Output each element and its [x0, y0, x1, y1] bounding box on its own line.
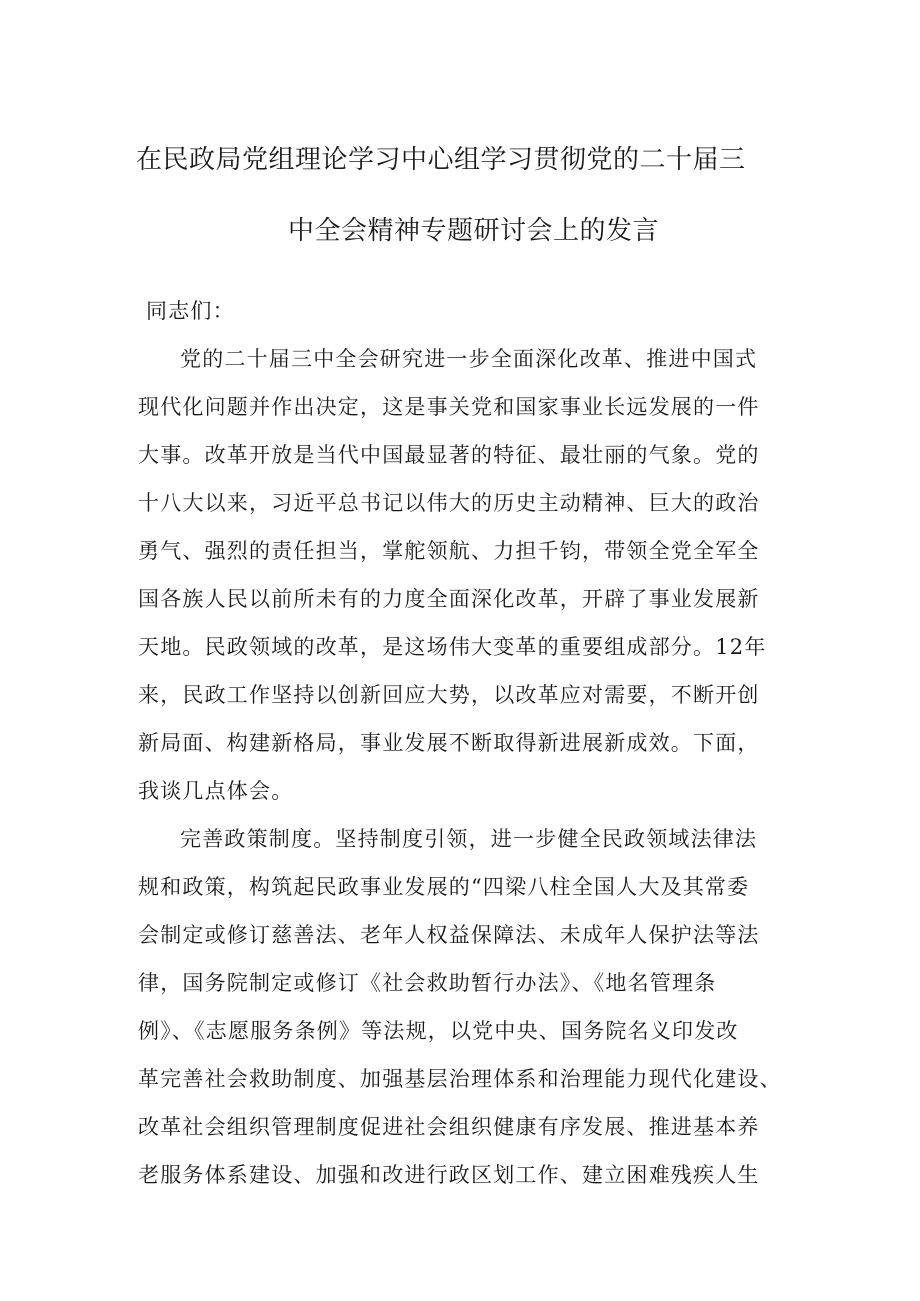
paragraph-line: 革完善社会救助制度、加强基层治理体系和治理能力现代化建设、 [138, 1067, 782, 1091]
paragraph-line: 我谈几点体会。 [138, 779, 294, 803]
document-title-line-1: 在民政局党组理论学习中心组学习贯彻党的二十届三 [136, 145, 746, 175]
paragraph-line: 律，国务院制定或修订《社会救助暂行办法》、《地名管理条 [138, 971, 717, 995]
paragraph-line: 完善政策制度。坚持制度引领，进一步健全民政领域法律法 [180, 827, 758, 851]
paragraph-line: 会制定或修订慈善法、老年人权益保障法、未成年人保护法等法 [138, 923, 760, 947]
paragraph-line: 现代化问题并作出决定，这是事关党和国家事业长远发展的一件 [138, 395, 760, 419]
paragraph-line: 来，民政工作坚持以创新回应大势，以改革应对需要，不断开创 [138, 683, 760, 707]
paragraph-line: 改革社会组织管理制度促进社会组织健康有序发展、推进基本养 [138, 1115, 760, 1139]
paragraph-line: 大事。改革开放是当代中国最显著的特征、最壮丽的气象。党的 [138, 443, 760, 467]
paragraph-line: 新局面、构建新格局，事业发展不断取得新进展新成效。下面， [138, 731, 760, 755]
paragraph-line: 规和政策，构筑起民政事业发展的“四梁八柱全国人大及其常委 [138, 875, 750, 899]
paragraph-line: 十八大以来，习近平总书记以伟大的历史主动精神、巨大的政治 [138, 491, 760, 515]
document-title-line-2: 中全会精神专题研讨会上的发言 [288, 216, 660, 246]
paragraph-line: 勇气、强烈的责任担当，掌舵领航、力担千钧，带领全党全军全 [138, 539, 760, 563]
paragraph-line: 党的二十届三中全会研究进一步全面深化改革、推进中国式 [180, 347, 758, 371]
paragraph-line: 老服务体系建设、加强和改进行政区划工作、建立困难残疾人生 [138, 1163, 760, 1187]
paragraph-line: 例》、《志愿服务条例》等法规，以党中央、国务院名义印发改 [138, 1019, 739, 1043]
paragraph-line: 国各族人民以前所未有的力度全面深化改革，开辟了事业发展新 [138, 587, 760, 611]
salutation: 同志们： [146, 299, 235, 323]
paragraph-line: 天地。民政领域的改革，是这场伟大变革的重要组成部分。12年 [138, 635, 767, 659]
